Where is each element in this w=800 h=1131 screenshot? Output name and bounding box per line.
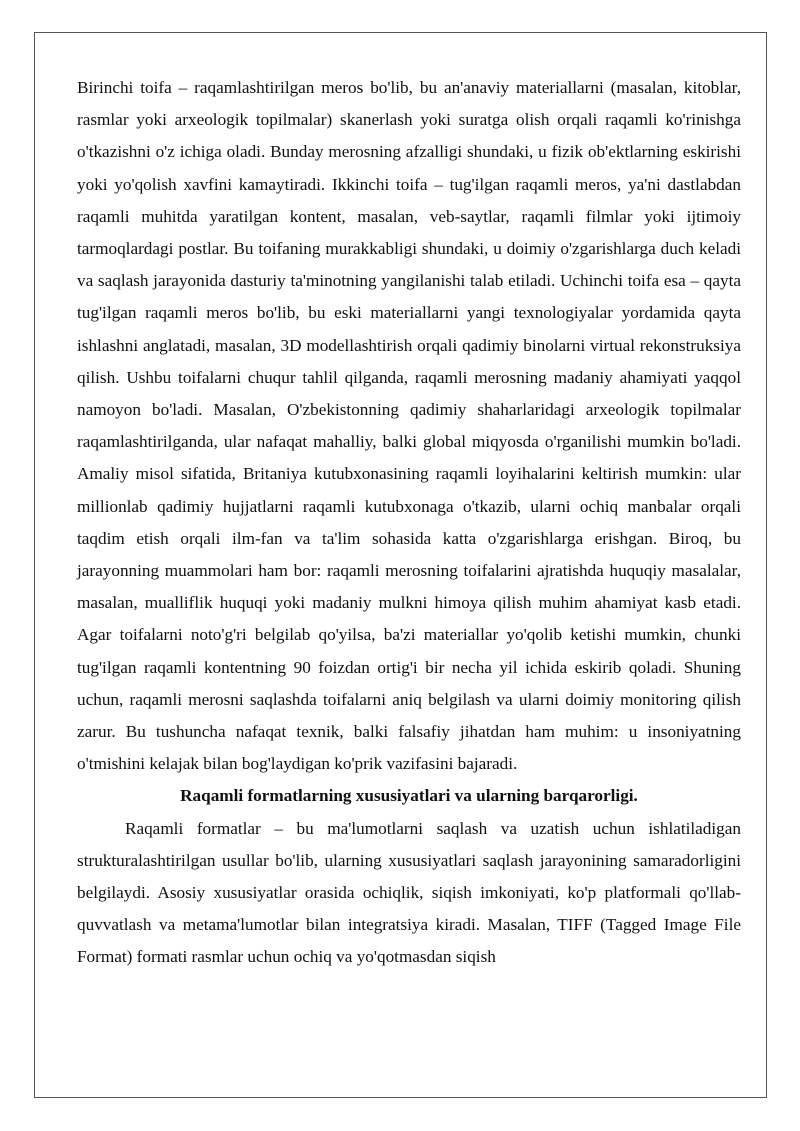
- section-heading: Raqamli formatlarning xususiyatlari va ularning barqarorligi.: [180, 786, 638, 806]
- document-body: [77, 72, 741, 974]
- body-paragraph-2: Raqamli formatlar – bu ma'lumotlarni saqlash va uzatish uchun ishlatiladigan strukturalashtirilgan usullar bo'lib, ularning xususiyatlari saqlash jarayonining samaradorligini belgilaydi. Asosiy xususiyatlar orasida ochiqlik, siqish imkoniyati, ko'p platformali qo'llab-quvvatlash va metama'lumotlar bilan integratsiya kiradi. Masalan, TIFF (Tagged Image File Format) formati rasmlar uchun ochiq va yo'qotmasdan siqish: [77, 818, 741, 967]
- body-paragraph-1: Birinchi toifa – raqamlashtirilgan meros bo'lib, bu an'anaviy materiallarni (masalan, kitoblar, rasmlar yoki arxeologik topilmalar) skanerlash yoki suratga olish orqali raqamli ko'rinishga o'tkazishni o'z ichiga oladi. Bunday merosning afzalligi shundaki, u fizik ob'ektlarning eskirishi yoki yo'qolish xavfini kamaytiradi. Ikkinchi toifa – tug'ilgan raqamli meros, ya'ni dastlabdan raqamli muhitda yaratilgan kontent, masalan, veb-saytlar, raqamli filmlar yoki ijtimoiy tarmoqlardagi postlar. Bu toifaning murakkabligi shundaki, u doimiy o'zgarishlarga duch keladi va saqlash jarayonida dasturiy ta'minotning yangilanishi talab etiladi. Uchinchi toifa esa – qayta tug'ilgan raqamli meros bo'lib, bu eski materiallarni yangi texnologiyalar yordamida qayta ishlashni anglatadi, masalan, 3D modellashtirish orqali qadimiy binolarni virtual rekonstruksiya qilish. Ushbu toifalarni chuqur tahlil qilganda, raqamli merosning madaniy ahamiyati yaqqol namoyon bo'ladi. Masalan, O'zbekistonning qadimiy shaharlaridagi arxeologik topilmalar raqamlashtirilganda, ular nafaqat mahalliy, balki global miqyosda o'rganilishi mumkin bo'ladi. Amaliy misol sifatida, Britaniya kutubxonasining raqamli loyihalarini keltirish mumkin: ular millionlab qadimiy hujjatlarni raqamli kutubxonaga o'tkazib, ularni ochiq manbalar orqali taqdim etish orqali ilm-fan va ta'lim sohasida katta o'zgarishlarga erishgan. Biroq, bu jarayonning muammolari ham bor: raqamli merosning toifalarini ajratishda huquqiy masalalar, masalan, mualliflik huquqi yoki madaniy mulkni himoya qilish muhim ahamiyat kasb etadi. Agar toifalarni noto'g'ri belgilab qo'yilsa, ba'zi materiallar yo'qolib ketishi mumkin, chunki tug'ilgan raqamli kontentning 90 foizdan ortig'i bir necha yil ichida eskirib qoladi. Shuning uchun, raqamli merosni saqlashda toifalarni aniq belgilash va ularni doimiy monitoring qilish zarur. Bu tushuncha nafaqat texnik, balki falsafiy jihatdan ham muhim: u insoniyatning o'tmishini kelajak bilan bog'laydigan ko'prik vazifasini bajaradi.: [77, 78, 741, 774]
